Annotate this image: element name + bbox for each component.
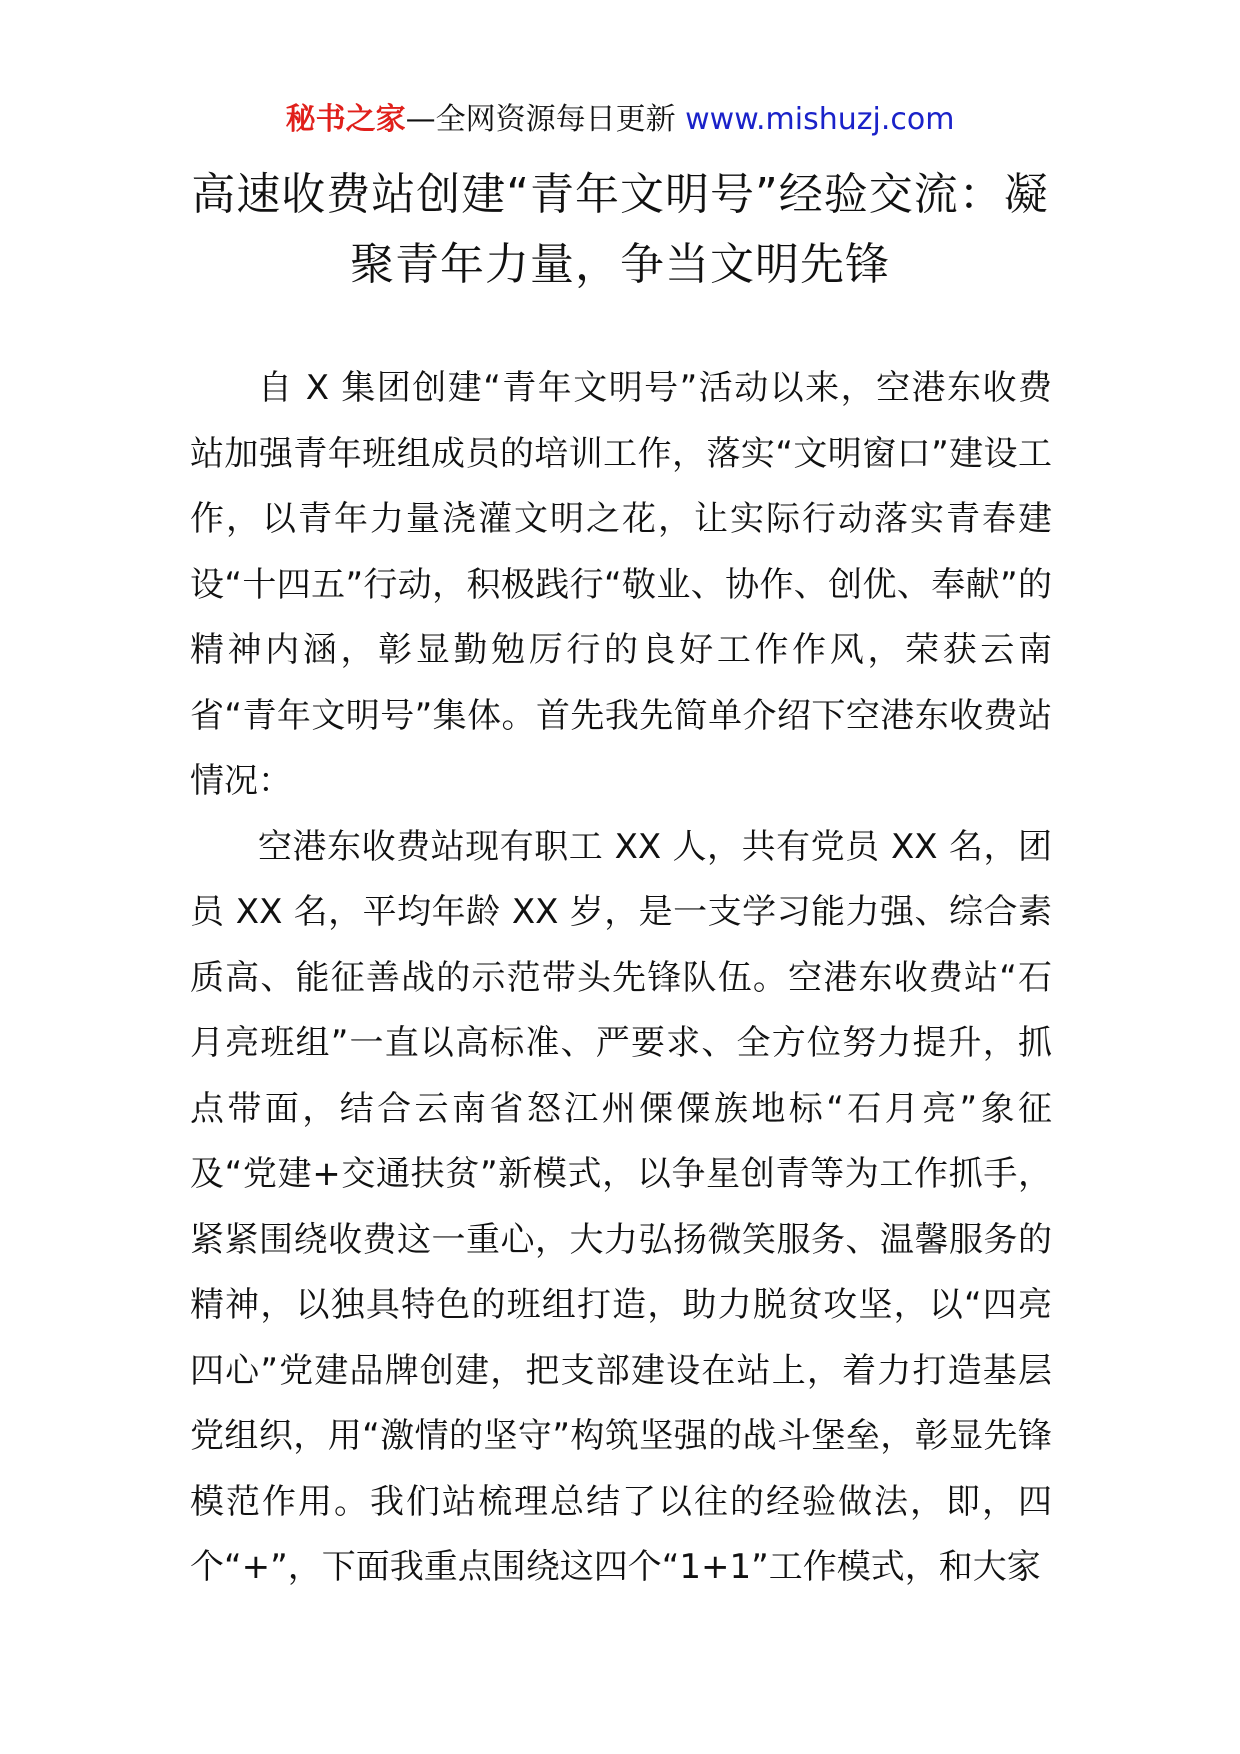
body-paragraph: 空港东收费站现有职工 XX 人，共有党员 XX 名，团员 XX 名，平均年龄 XX 岁，是一支学习能力强、综合素质高、能征善战的示范带头先锋队伍。空港东收费站“石月亮班组”一直以高标准、严要求、全方位努力提升，抓点带面，结合云南省怒江州傈僳族地标“石月亮”象征及“党建+交通扶贫”新模式，以争星创青等为工作抓手，紧紧围绕收费这一重心，大力弘扬微笑服务、温馨服务的精神，以独具特色的班组打造，助力脱贫攻坚，以“四亮四心”党建品牌创建，把支部建设在站上，着力打造基层党组织，用“激情的坚守”构筑坚强的战斗堡垒，彰显先锋模范作用。我们站梳理总结了以往的经验做法，即，四个“+”，下面我重点围绕这四个“1+1”工作模式，和大家 bbox=[190, 826, 1052, 1587]
site-brand: 秘书之家 bbox=[285, 102, 406, 137]
body-paragraph: 自 X 集团创建“青年文明号”活动以来，空港东收费站加强青年班组成员的培训工作，落实“文明窗口”建设工作，以青年力量浇灌文明之花，让实际行动落实青春建设“十四五”行动，积极践行“敬业、协作、创优、奉献”的精神内涵，彰显勤勉厉行的良好工作作风，荣获云南省“青年文明号”集体。首先我先简单介绍下空港东收费站情况： bbox=[190, 368, 1052, 801]
document-body bbox=[190, 356, 1052, 1601]
site-url[interactable]: www.mishuzj.com bbox=[685, 102, 955, 137]
site-slogan: —全网资源每日更新 bbox=[405, 102, 676, 137]
site-header bbox=[0, 98, 1240, 142]
document-title: 高速收费站创建“青年文明号”经验交流：凝聚青年力量，争当文明先锋 bbox=[191, 169, 1049, 290]
